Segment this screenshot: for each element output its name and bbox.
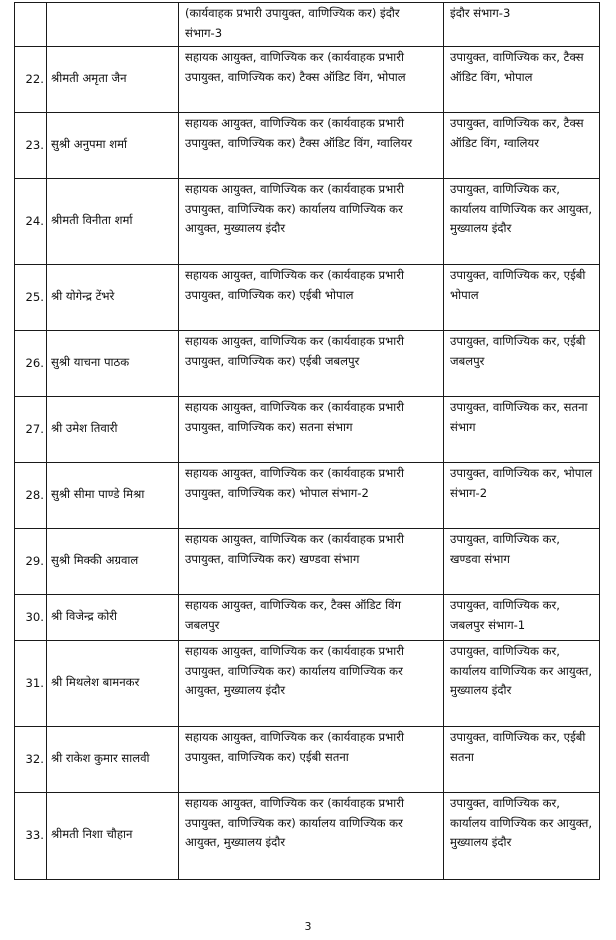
serial-number: 22. <box>15 47 47 113</box>
officer-name: श्री उमेश तिवारी <box>47 397 179 463</box>
new-posting: उपायुक्त, वाणिज्यिक कर, एईबी सतना <box>444 727 600 793</box>
serial-number: 25. <box>15 265 47 331</box>
officer-name: श्रीमती निशा चौहान <box>47 793 179 880</box>
current-posting: सहायक आयुक्त, वाणिज्यिक कर, टैक्स ऑडिट विंग जबलपुर <box>179 595 444 641</box>
officer-name: श्री राकेश कुमार सालवी <box>47 727 179 793</box>
current-posting: सहायक आयुक्त, वाणिज्यिक कर (कार्यवाहक प्रभारी उपायुक्त, वाणिज्यिक कर) टैक्स ऑडिट विंग, ग्वालियर <box>179 113 444 179</box>
serial-number: 27. <box>15 397 47 463</box>
new-posting: उपायुक्त, वाणिज्यिक कर, जबलपुर संभाग-1 <box>444 595 600 641</box>
serial-number: 26. <box>15 331 47 397</box>
officer-name: श्री योगेन्द्र टेंभरे <box>47 265 179 331</box>
serial-number: 28. <box>15 463 47 529</box>
current-posting: सहायक आयुक्त, वाणिज्यिक कर (कार्यवाहक प्रभारी उपायुक्त, वाणिज्यिक कर) भोपाल संभाग-2 <box>179 463 444 529</box>
new-posting: उपायुक्त, वाणिज्यिक कर, भोपाल संभाग-2 <box>444 463 600 529</box>
current-posting: सहायक आयुक्त, वाणिज्यिक कर (कार्यवाहक प्रभारी उपायुक्त, वाणिज्यिक कर) खण्डवा संभाग <box>179 529 444 595</box>
officer-name: श्री विजेन्द्र कोरी <box>47 595 179 641</box>
table-row <box>15 265 600 331</box>
new-posting: उपायुक्त, वाणिज्यिक कर, एईबी भोपाल <box>444 265 600 331</box>
table-body <box>15 3 600 880</box>
table-row <box>15 463 600 529</box>
serial-number: 24. <box>15 179 47 265</box>
table-row <box>15 331 600 397</box>
current-posting: (कार्यवाहक प्रभारी उपायुक्त, वाणिज्यिक कर) इंदौर संभाग-3 <box>179 3 444 47</box>
serial-number: 30. <box>15 595 47 641</box>
current-posting: सहायक आयुक्त, वाणिज्यिक कर (कार्यवाहक प्रभारी उपायुक्त, वाणिज्यिक कर) सतना संभाग <box>179 397 444 463</box>
current-posting: सहायक आयुक्त, वाणिज्यिक कर (कार्यवाहक प्रभारी उपायुक्त, वाणिज्यिक कर) कार्यालय वाणिज्यिक कर आयुक्त, मुख्यालय इंदौर <box>179 179 444 265</box>
officer-name: श्रीमती विनीता शर्मा <box>47 179 179 265</box>
table-row <box>15 47 600 113</box>
officer-name: सुश्री अनुपमा शर्मा <box>47 113 179 179</box>
new-posting: उपायुक्त, वाणिज्यिक कर, टैक्स ऑडिट विंग, भोपाल <box>444 47 600 113</box>
page-number: 3 <box>304 920 312 933</box>
serial-number: 29. <box>15 529 47 595</box>
table-row <box>15 397 600 463</box>
new-posting: उपायुक्त, वाणिज्यिक कर, एईबी जबलपुर <box>444 331 600 397</box>
officer-name: श्रीमती अमृता जैन <box>47 47 179 113</box>
current-posting: सहायक आयुक्त, वाणिज्यिक कर (कार्यवाहक प्रभारी उपायुक्त, वाणिज्यिक कर) एईबी भोपाल <box>179 265 444 331</box>
new-posting: इंदौर संभाग-3 <box>444 3 600 47</box>
table-row <box>15 727 600 793</box>
table-row <box>15 595 600 641</box>
current-posting: सहायक आयुक्त, वाणिज्यिक कर (कार्यवाहक प्रभारी उपायुक्त, वाणिज्यिक कर) कार्यालय वाणिज्यिक कर आयुक्त, मुख्यालय इंदौर <box>179 793 444 880</box>
new-posting: उपायुक्त, वाणिज्यिक कर, कार्यालय वाणिज्यिक कर आयुक्त, मुख्यालय इंदौर <box>444 793 600 880</box>
serial-number: 32. <box>15 727 47 793</box>
current-posting: सहायक आयुक्त, वाणिज्यिक कर (कार्यवाहक प्रभारी उपायुक्त, वाणिज्यिक कर) एईबी जबलपुर <box>179 331 444 397</box>
current-posting: सहायक आयुक्त, वाणिज्यिक कर (कार्यवाहक प्रभारी उपायुक्त, वाणिज्यिक कर) कार्यालय वाणिज्यिक कर आयुक्त, मुख्यालय इंदौर <box>179 641 444 727</box>
officer-name <box>47 3 179 47</box>
transfer-table <box>14 2 600 880</box>
table-row <box>15 3 600 47</box>
serial-number: 23. <box>15 113 47 179</box>
officer-name: सुश्री याचना पाठक <box>47 331 179 397</box>
serial-number: 31. <box>15 641 47 727</box>
serial-number <box>15 3 47 47</box>
officer-name: सुश्री सीमा पाण्डे मिश्रा <box>47 463 179 529</box>
current-posting: सहायक आयुक्त, वाणिज्यिक कर (कार्यवाहक प्रभारी उपायुक्त, वाणिज्यिक कर) टैक्स ऑडिट विंग, भोपाल <box>179 47 444 113</box>
officer-name: सुश्री मिक्की अग्रवाल <box>47 529 179 595</box>
new-posting: उपायुक्त, वाणिज्यिक कर, खण्डवा संभाग <box>444 529 600 595</box>
new-posting: उपायुक्त, वाणिज्यिक कर, सतना संभाग <box>444 397 600 463</box>
new-posting: उपायुक्त, वाणिज्यिक कर, कार्यालय वाणिज्यिक कर आयुक्त, मुख्यालय इंदौर <box>444 641 600 727</box>
table-row <box>15 529 600 595</box>
table-row <box>15 179 600 265</box>
table-row <box>15 793 600 880</box>
current-posting: सहायक आयुक्त, वाणिज्यिक कर (कार्यवाहक प्रभारी उपायुक्त, वाणिज्यिक कर) एईबी सतना <box>179 727 444 793</box>
table-row <box>15 641 600 727</box>
table-row <box>15 113 600 179</box>
officer-name: श्री मिथलेश बामनकर <box>47 641 179 727</box>
new-posting: उपायुक्त, वाणिज्यिक कर, कार्यालय वाणिज्यिक कर आयुक्त, मुख्यालय इंदौर <box>444 179 600 265</box>
serial-number: 33. <box>15 793 47 880</box>
new-posting: उपायुक्त, वाणिज्यिक कर, टैक्स ऑडिट विंग, ग्वालियर <box>444 113 600 179</box>
